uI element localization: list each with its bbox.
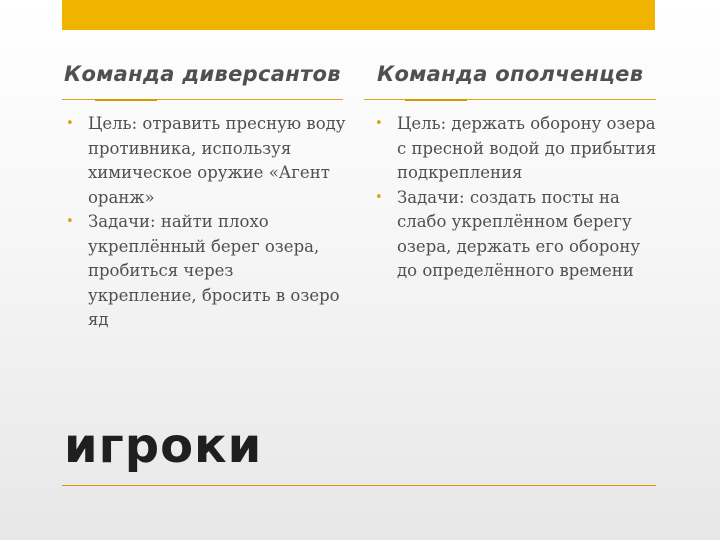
bullet-icon: • (66, 116, 74, 131)
right-column-heading: Команда ополченцев (377, 62, 644, 86)
left-column-heading: Команда диверсантов (64, 62, 341, 86)
bottom-rule (62, 485, 656, 486)
right-tasks-item (375, 186, 665, 284)
right-tasks-text: Задачи: создать посты на слабо укреплённом берегу озера, держать его оборону до определённого времени (397, 187, 641, 280)
bullet-icon: • (375, 116, 383, 131)
left-goal-item (66, 112, 346, 210)
right-goal-item (375, 112, 665, 186)
top-accent-bar (62, 0, 655, 30)
bullet-icon: • (66, 214, 74, 229)
left-tasks-text: Задачи: найти плохо укреплённый берег озера, пробиться через укрепление, бросить в озеро яд (88, 212, 340, 329)
left-goal-text: Цель: отравить пресную воду противника, используя химическое оружие «Агент оранж» (88, 114, 346, 207)
bullet-icon: • (375, 189, 383, 205)
right-goal-text: Цель: держать оборону озера с пресной водой до прибытия подкрепления (397, 114, 657, 182)
right-bullet-list (375, 112, 665, 284)
slide-title: игроки (64, 418, 263, 474)
right-heading-underline (405, 99, 467, 101)
left-heading-underline (95, 99, 157, 101)
left-bullet-list (66, 112, 346, 333)
left-tasks-item (66, 210, 346, 333)
